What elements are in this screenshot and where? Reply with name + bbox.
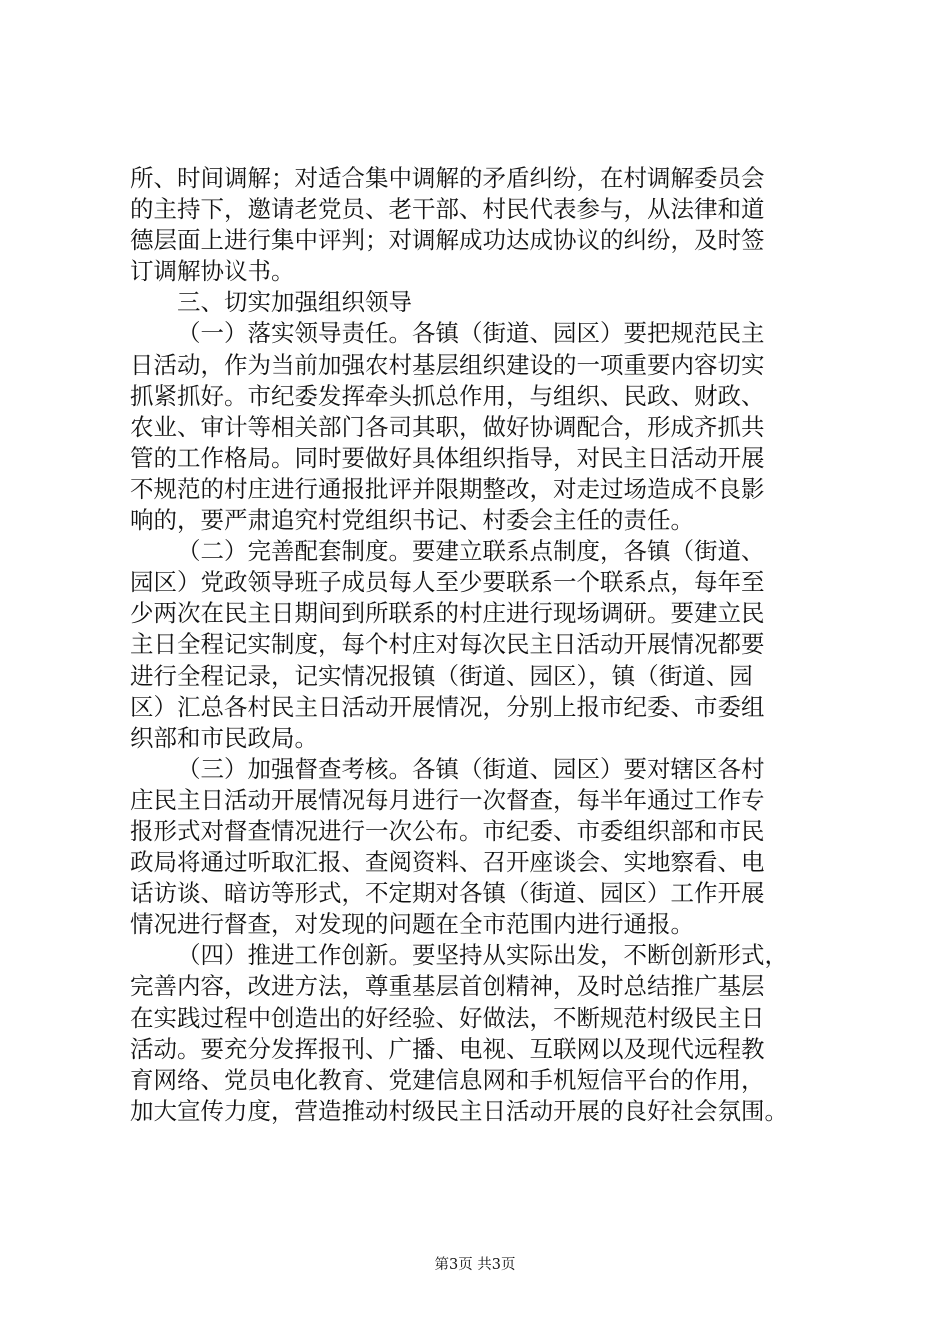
text-line: 报形式对督查情况进行一次公布。市纪委、市委组织部和市民 xyxy=(130,816,765,845)
page-footer xyxy=(0,1255,950,1275)
paragraph-first-line: （一）落实领导责任。各镇（街道、园区）要把规范民主 xyxy=(177,319,765,348)
paragraph-first-line: （二）完善配套制度。要建立联系点制度，各镇（街道、 xyxy=(177,537,765,566)
text-line: 德层面上进行集中评判；对调解成功达成协议的纠纷，及时签 xyxy=(130,226,765,255)
text-line: 的主持下，邀请老党员、老干部、村民代表参与，从法律和道 xyxy=(130,195,765,224)
text-line: 响的，要严肃追究村党组织书记、村委会主任的责任。 xyxy=(130,506,694,535)
section-heading: 三、切实加强组织领导 xyxy=(177,288,412,317)
text-line: 情况进行督查，对发现的问题在全市范围内进行通报。 xyxy=(130,910,694,939)
text-line: 庄民主日活动开展情况每月进行一次督查，每半年通过工作专 xyxy=(130,785,765,814)
paragraph-first-line: （四）推进工作创新。要坚持从实际出发，不断创新形式， xyxy=(177,941,788,970)
page-number-label: 第3页 共3页 xyxy=(434,1257,516,1273)
text-line: 抓紧抓好。市纪委发挥牵头抓总作用，与组织、民政、财政、 xyxy=(130,381,765,410)
text-line: 进行全程记录，记实情况报镇（街道、园区），镇（街道、园 xyxy=(130,661,753,690)
text-line: 日活动，作为当前加强农村基层组织建设的一项重要内容切实 xyxy=(130,350,765,379)
text-line: 育网络、党员电化教育、党建信息网和手机短信平台的作用， xyxy=(130,1065,765,1094)
text-line: 订调解协议书。 xyxy=(130,257,295,286)
text-line: 区）汇总各村民主日活动开展情况，分别上报市纪委、市委组 xyxy=(130,692,765,721)
text-line: 少两次在民主日期间到所联系的村庄进行现场调研。要建立民 xyxy=(130,599,765,628)
text-line: 农业、审计等相关部门各司其职，做好协调配合，形成齐抓共 xyxy=(130,412,765,441)
text-line: 所、时间调解；对适合集中调解的矛盾纠纷，在村调解委员会 xyxy=(130,164,765,192)
text-line: 活动。要充分发挥报刊、广播、电视、互联网以及现代远程教 xyxy=(130,1034,765,1063)
text-line: 话访谈、暗访等形式，不定期对各镇（街道、园区）工作开展 xyxy=(130,879,765,908)
text-line: 织部和市民政局。 xyxy=(130,723,318,752)
paragraph-first-line: （三）加强督查考核。各镇（街道、园区）要对辖区各村 xyxy=(177,754,765,783)
text-line: 主日全程记实制度，每个村庄对每次民主日活动开展情况都要 xyxy=(130,630,765,659)
text-line: 完善内容，改进方法，尊重基层首创精神，及时总结推广基层 xyxy=(130,972,765,1001)
text-line: 不规范的村庄进行通报批评并限期整改，对走过场造成不良影 xyxy=(130,474,765,503)
text-line: 管的工作格局。同时要做好具体组织指导，对民主日活动开展 xyxy=(130,443,765,472)
text-line: 在实践过程中创造出的好经验、好做法，不断规范村级民主日 xyxy=(130,1003,765,1032)
text-line: 园区）党政领导班子成员每人至少要联系一个联系点，每年至 xyxy=(130,568,765,597)
document-body xyxy=(130,163,842,1127)
text-line: 政局将通过听取汇报、查阅资料、召开座谈会、实地察看、电 xyxy=(130,848,765,877)
text-line: 加大宣传力度，营造推动村级民主日活动开展的良好社会氛围。 xyxy=(130,1096,788,1125)
